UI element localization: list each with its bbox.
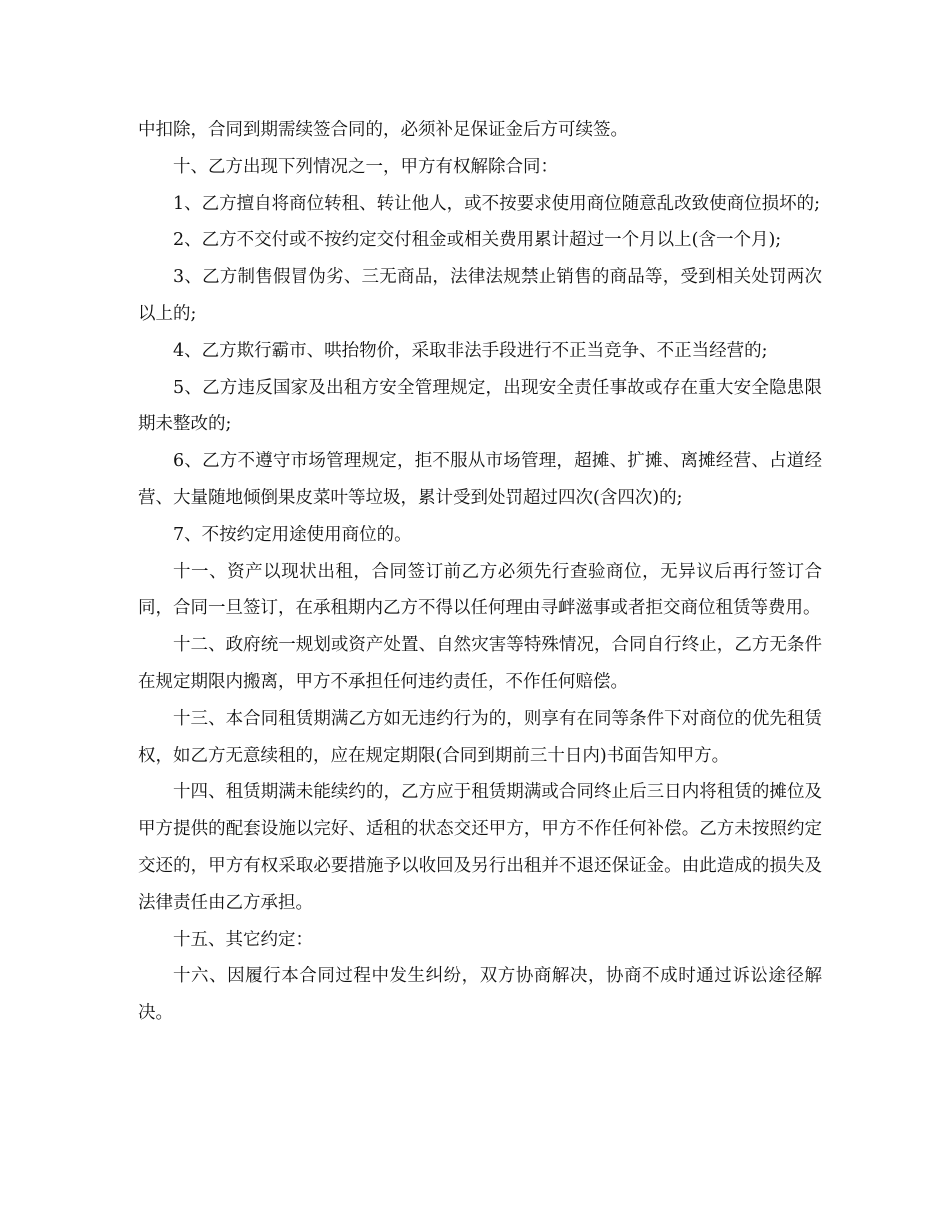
paragraph-item-1: 1、乙方擅自将商位转租、转让他人，或不按要求使用商位随意乱改致使商位损坏的; — [173, 193, 821, 214]
paragraph-item-7: 7、不按约定用途使用商位的。 — [173, 524, 412, 545]
paragraph-item-2: 2、乙方不交付或不按约定交付租金或相关费用累计超过一个月以上(含一个月); — [173, 230, 782, 251]
paragraph-clause-16: 十六、因履行本合同过程中发生纠纷，双方协商解决，协商不成时通过诉讼途径解决。 — [138, 966, 822, 1024]
paragraph-item-6: 6、乙方不遵守市场管理规定，拒不服从市场管理，超摊、扩摊、离摊经营、占道经营、大量随地倾倒果皮菜叶等垃圾，累计受到处罚超过四次(含四次)的; — [138, 451, 822, 508]
paragraph-item-4: 4、乙方欺行霸市、哄抬物价，采取非法手段进行不正当竞争、不正当经营的; — [173, 340, 768, 361]
paragraph-item-3: 3、乙方制售假冒伪劣、三无商品，法律法规禁止销售的商品等，受到相关处罚两次以上的; — [138, 267, 822, 324]
paragraph-clause-10: 十、乙方出现下列情况之一，甲方有权解除合同： — [173, 156, 558, 177]
paragraph-clause-12: 十二、政府统一规划或资产处置、自然灾害等特殊情况，合同自行终止，乙方无条件在规定期限内搬离，甲方不承担任何违约责任，不作任何赔偿。 — [138, 635, 822, 692]
paragraph-clause-11: 十一、资产以现状出租，合同签订前乙方必须先行查验商位，无异议后再行签订合同，合同一旦签订，在承租期内乙方不得以任何理由寻衅滋事或者拒交商位租赁等费用。 — [138, 561, 822, 619]
paragraph-clause-14: 十四、租赁期满未能续约的，乙方应于租赁期满或合同终止后三日内将租赁的摊位及甲方提供的配套设施以完好、适租的状态交还甲方，甲方不作任何补偿。乙方未按照约定交还的，甲方有权采取必要措施予以收回及另行出租并不退还保证金。由此造成的损失及法律责任由乙方承担。 — [138, 782, 822, 913]
paragraph-clause-13: 十三、本合同租赁期满乙方如无违约行为的，则享有在同等条件下对商位的优先租赁权，如乙方无意续租的，应在规定期限(合同到期前三十日内)书面告知甲方。 — [138, 708, 822, 766]
document-body — [138, 112, 822, 1032]
paragraph-item-5: 5、乙方违反国家及出租方安全管理规定，出现安全责任事故或存在重大安全隐患限期未整改的; — [138, 377, 822, 435]
paragraph-clause-15: 十五、其它约定： — [173, 929, 313, 950]
paragraph-continuation: 中扣除，合同到期需续签合同的，必须补足保证金后方可续签。 — [138, 120, 628, 140]
